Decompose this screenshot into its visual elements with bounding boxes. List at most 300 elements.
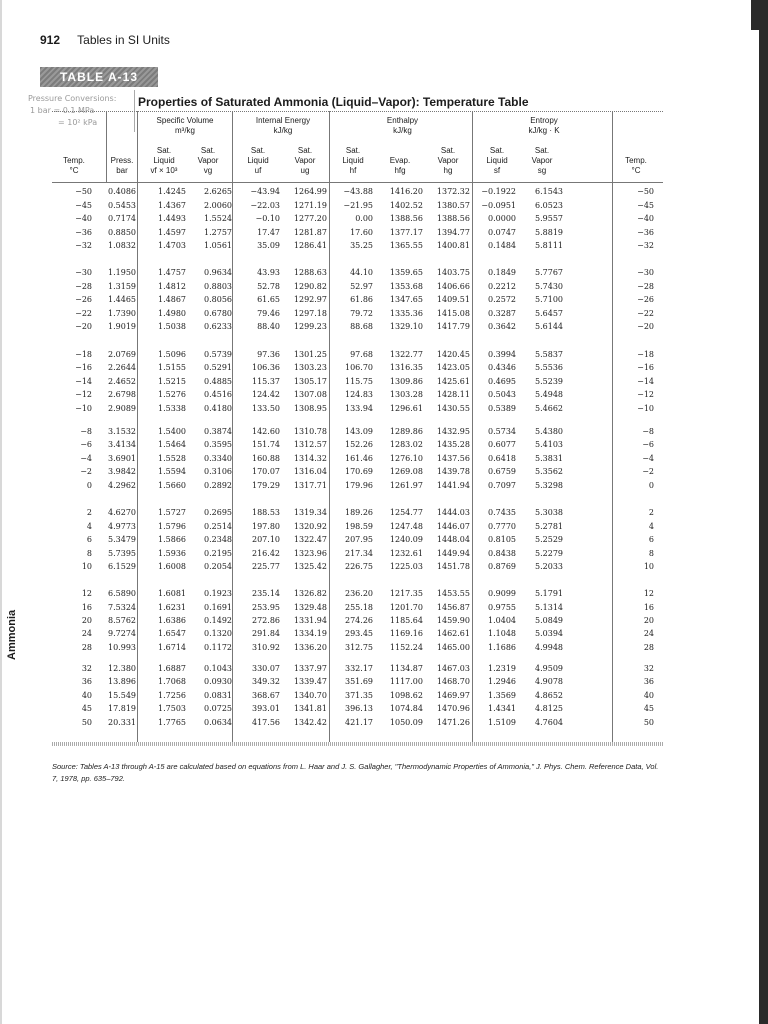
table-cell: 1303.23 — [293, 363, 327, 372]
table-cell: 5.8819 — [535, 228, 563, 237]
column-group-label: Internal Energy — [255, 116, 311, 125]
table-bottom-rule — [52, 742, 663, 746]
table-cell: 2.4652 — [108, 377, 136, 386]
table-cell: 330.07 — [252, 664, 280, 673]
column-header — [428, 146, 468, 176]
table-cell: 9.7274 — [108, 629, 136, 638]
table-cell: 143.09 — [345, 427, 373, 436]
column-header — [520, 146, 564, 176]
temperature-cell-right: 24 — [643, 629, 654, 638]
column-header-line: Liquid — [153, 156, 175, 165]
table-cell: 207.10 — [252, 535, 280, 544]
column-header-line: Vapor — [197, 156, 219, 165]
table-cell: 1.5796 — [158, 522, 186, 531]
temperature-cell: −50 — [75, 187, 92, 196]
column-header-line: Sat. — [250, 146, 266, 155]
table-cell: 1.4980 — [158, 309, 186, 318]
column-header-line: Sat. — [440, 146, 456, 155]
table-cell: 1296.61 — [389, 404, 423, 413]
table-cell: 1283.02 — [389, 440, 423, 449]
column-group-label: Enthalpy — [386, 116, 419, 125]
table-cell: 1.1048 — [488, 629, 516, 638]
pressure-conversion-stamp — [28, 93, 132, 139]
table-cell: 12.380 — [108, 664, 136, 673]
table-cell: 152.26 — [345, 440, 373, 449]
column-group-units: kJ/kg — [393, 126, 412, 135]
temperature-cell: 4 — [86, 522, 92, 531]
temperature-cell: 10 — [81, 562, 92, 571]
table-cell: 1.1950 — [108, 268, 136, 277]
column-header — [378, 156, 422, 176]
temperature-cell: −12 — [75, 390, 92, 399]
table-cell: 2.6265 — [204, 187, 232, 196]
table-cell: 5.1314 — [535, 603, 563, 612]
temperature-cell-right: 40 — [643, 691, 654, 700]
table-cell: 1337.97 — [293, 664, 327, 673]
table-cell: 1.2319 — [488, 664, 516, 673]
table-cell: 4.9078 — [535, 677, 563, 686]
table-cell: 1423.05 — [436, 363, 470, 372]
table-cell: 1.7256 — [158, 691, 186, 700]
table-cell: 1299.23 — [293, 322, 327, 331]
table-cell: 79.72 — [350, 309, 373, 318]
table-cell: 1416.20 — [389, 187, 423, 196]
column-header-line: Sat. — [156, 146, 172, 155]
table-cell: 1.6714 — [158, 643, 186, 652]
table-cell: 179.29 — [252, 481, 280, 490]
column-header-line: °C — [69, 166, 79, 175]
table-cell: −21.95 — [343, 201, 373, 210]
table-cell: 1320.92 — [293, 522, 327, 531]
table-cell: 0.3994 — [488, 350, 516, 359]
temperature-cell-right: −14 — [637, 377, 654, 386]
table-cell: 5.0849 — [535, 616, 563, 625]
table-cell: 3.1532 — [108, 427, 136, 436]
stamp-line: = 10² kPa — [58, 118, 98, 127]
table-cell: 368.67 — [252, 691, 280, 700]
table-cell: 0.2892 — [204, 481, 232, 490]
table-cell: 1469.97 — [436, 691, 470, 700]
table-cell: 0.0930 — [204, 677, 232, 686]
table-cell: 5.7430 — [535, 282, 563, 291]
column-header — [188, 146, 228, 176]
table-cell: 8.5762 — [108, 616, 136, 625]
table-cell: 5.6144 — [535, 322, 563, 331]
table-cell: 1.4341 — [488, 704, 516, 713]
table-cell: 1.5038 — [158, 322, 186, 331]
table-cell: 1409.51 — [436, 295, 470, 304]
table-cell: 115.75 — [345, 377, 373, 386]
table-cell: 1470.96 — [436, 704, 470, 713]
column-header — [108, 156, 136, 176]
table-cell: 1462.61 — [436, 629, 470, 638]
table-cell: 4.7604 — [535, 718, 563, 727]
table-cell: 0.9755 — [488, 603, 516, 612]
table-cell: 0.2212 — [488, 282, 516, 291]
temperature-cell-right: −30 — [637, 268, 654, 277]
enthalpy-group — [335, 116, 470, 136]
table-cell: 5.1791 — [535, 589, 563, 598]
table-cell: 1459.90 — [436, 616, 470, 625]
temperature-cell-right: −16 — [637, 363, 654, 372]
table-cell: 1448.04 — [436, 535, 470, 544]
header-bottom-rule — [52, 182, 663, 183]
table-cell: −0.1922 — [481, 187, 516, 196]
table-cell: 1340.70 — [293, 691, 327, 700]
table-cell: 0.8803 — [204, 282, 232, 291]
temperature-cell-right: −2 — [642, 467, 654, 476]
temperature-cell: 45 — [81, 704, 92, 713]
table-cell: 1432.95 — [436, 427, 470, 436]
table-cell: 1.4245 — [158, 187, 186, 196]
table-cell: 1269.08 — [389, 467, 423, 476]
table-cell: 1322.47 — [293, 535, 327, 544]
table-cell: 371.35 — [345, 691, 373, 700]
table-cell: 1297.18 — [293, 309, 327, 318]
temperature-cell-right: 20 — [643, 616, 654, 625]
table-cell: 1.7765 — [158, 718, 186, 727]
table-cell: 5.7767 — [535, 268, 563, 277]
table-cell: 17.60 — [350, 228, 373, 237]
table-cell: 170.07 — [252, 467, 280, 476]
table-cell: 0.8105 — [488, 535, 516, 544]
temperature-cell: −30 — [75, 268, 92, 277]
table-cell: 0.0634 — [204, 718, 232, 727]
temperature-cell-right: −20 — [637, 322, 654, 331]
table-cell: 1400.81 — [436, 241, 470, 250]
table-cell: 0.0000 — [488, 214, 516, 223]
table-cell: 97.36 — [257, 350, 280, 359]
temperature-cell-right: −10 — [637, 404, 654, 413]
table-cell: 1449.94 — [436, 549, 470, 558]
column-header-line: bar — [116, 166, 128, 175]
column-header-line: uf — [254, 166, 262, 175]
column-header-line: ug — [300, 166, 310, 175]
table-cell: 0.4695 — [488, 377, 516, 386]
column-header-line: hf — [349, 166, 357, 175]
table-cell: 1325.42 — [293, 562, 327, 571]
table-cell: 1.0561 — [204, 241, 232, 250]
table-cell: 4.8125 — [535, 704, 563, 713]
table-cell: 1.5155 — [158, 363, 186, 372]
column-header-line: Temp. — [625, 156, 647, 165]
table-cell: 133.94 — [345, 404, 373, 413]
table-cell: 1308.95 — [293, 404, 327, 413]
table-cell: 1323.96 — [293, 549, 327, 558]
table-cell: 1322.77 — [389, 350, 423, 359]
table-cell: 5.7100 — [535, 295, 563, 304]
table-cell: 97.68 — [350, 350, 373, 359]
column-group-units: kJ/kg · K — [528, 126, 560, 135]
temperature-cell: 16 — [81, 603, 92, 612]
temperature-cell-right: −22 — [637, 309, 654, 318]
table-cell: 1281.87 — [293, 228, 327, 237]
temperature-cell: 20 — [81, 616, 92, 625]
table-cell: 272.86 — [252, 616, 280, 625]
temperature-cell: −45 — [75, 201, 92, 210]
table-cell: 1.5096 — [158, 350, 186, 359]
table-cell: 1.5528 — [158, 454, 186, 463]
table-cell: 142.60 — [252, 427, 280, 436]
column-header — [476, 146, 518, 176]
temperature-cell-right: 16 — [643, 603, 654, 612]
table-cell: 1303.28 — [389, 390, 423, 399]
temperature-cell-right: 45 — [643, 704, 654, 713]
table-cell: 1353.68 — [389, 282, 423, 291]
table-cell: 5.3298 — [535, 481, 563, 490]
column-header-line: vg — [203, 166, 213, 175]
table-cell: 5.3831 — [535, 454, 563, 463]
table-cell: 0.5043 — [488, 390, 516, 399]
table-cell: 1342.42 — [293, 718, 327, 727]
table-cell: 1471.26 — [436, 718, 470, 727]
table-cell: 0.5734 — [488, 427, 516, 436]
table-cell: 17.47 — [257, 228, 280, 237]
table-cell: 0.6233 — [204, 322, 232, 331]
table-cell: 35.09 — [257, 241, 280, 250]
table-cell: 1.9019 — [108, 322, 136, 331]
stamp-line: 1 bar = 0.1 MPa — [30, 106, 95, 115]
table-cell: 1329.48 — [293, 603, 327, 612]
table-cell: 393.01 — [252, 704, 280, 713]
temperature-cell-right: −8 — [642, 427, 654, 436]
table-cell: 1425.61 — [436, 377, 470, 386]
table-cell: 0.7174 — [108, 214, 136, 223]
column-group-units: kJ/kg — [273, 126, 293, 135]
table-cell: 0.1492 — [204, 616, 232, 625]
temperature-cell: −14 — [75, 377, 92, 386]
column-group-label: Entropy — [530, 116, 558, 125]
table-cell: 1341.81 — [293, 704, 327, 713]
table-cell: 160.88 — [252, 454, 280, 463]
table-cell: 1134.87 — [389, 664, 423, 673]
table-cell: 1.6887 — [158, 664, 186, 673]
table-cell: 310.92 — [252, 643, 280, 652]
table-cell: −0.10 — [255, 214, 280, 223]
temperature-cell: 2 — [86, 508, 92, 517]
table-cell: 0.7770 — [488, 522, 516, 531]
column-header-line: sg — [537, 166, 547, 175]
table-cell: 0.4885 — [204, 377, 232, 386]
table-cell: 1415.08 — [436, 309, 470, 318]
table-cell: 1336.20 — [293, 643, 327, 652]
table-cell: 0.1691 — [204, 603, 232, 612]
table-cell: 0.0725 — [204, 704, 232, 713]
temperature-cell: 24 — [81, 629, 92, 638]
table-cell: 396.13 — [345, 704, 373, 713]
table-cell: 1240.09 — [389, 535, 423, 544]
table-cell: 1098.62 — [389, 691, 423, 700]
table-cell: 10.993 — [108, 643, 136, 652]
temperature-cell-right: 6 — [648, 535, 654, 544]
table-cell: 3.4134 — [108, 440, 136, 449]
temperature-cell-right: 4 — [648, 522, 654, 531]
table-cell: 0.8769 — [488, 562, 516, 571]
table-cell: 351.69 — [345, 677, 373, 686]
temperature-cell: −6 — [80, 440, 92, 449]
column-header-line: hg — [443, 166, 453, 175]
temperature-cell-right: 12 — [643, 589, 654, 598]
table-cell: 1.5524 — [204, 214, 232, 223]
table-cell: 0.2514 — [204, 522, 232, 531]
table-cell: 1.3569 — [488, 691, 516, 700]
column-header-line: Vapor — [437, 156, 459, 165]
table-cell: 0.4346 — [488, 363, 516, 372]
temperature-cell-right: −28 — [637, 282, 654, 291]
temperature-cell-right: −6 — [642, 440, 654, 449]
table-cell: 1232.61 — [389, 549, 423, 558]
temperature-cell-right: 8 — [648, 549, 654, 558]
table-cell: 1.7503 — [158, 704, 186, 713]
table-cell: 1217.35 — [389, 589, 423, 598]
table-cell: 1467.03 — [436, 664, 470, 673]
table-cell: 0.2348 — [204, 535, 232, 544]
column-header-line: Vapor — [531, 156, 553, 165]
table-cell: 1372.32 — [436, 187, 470, 196]
table-cell: 5.2529 — [535, 535, 563, 544]
table-cell: 44.10 — [350, 268, 373, 277]
table-cell: 1417.79 — [436, 322, 470, 331]
table-cell: 0.1849 — [488, 268, 516, 277]
table-cell: 0.5389 — [488, 404, 516, 413]
table-cell: 1.2946 — [488, 677, 516, 686]
temperature-cell-right: 0 — [648, 481, 654, 490]
table-cell: 5.6457 — [535, 309, 563, 318]
table-cell: 1428.11 — [436, 390, 470, 399]
table-cell: 1.1686 — [488, 643, 516, 652]
table-cell: 6.1543 — [535, 187, 563, 196]
table-cell: 1050.09 — [389, 718, 423, 727]
table-cell: 1.7390 — [108, 309, 136, 318]
page-left-edge — [0, 0, 2, 1024]
table-cell: 0.5291 — [204, 363, 232, 372]
table-cell: 52.97 — [350, 282, 373, 291]
table-cell: 1.7068 — [158, 677, 186, 686]
column-header-line: Liquid — [342, 156, 364, 165]
table-cell: 332.17 — [345, 664, 373, 673]
table-cell: 1406.66 — [436, 282, 470, 291]
table-cell: 1314.32 — [293, 454, 327, 463]
table-cell: 312.75 — [345, 643, 373, 652]
table-top-rule — [52, 111, 663, 112]
table-cell: 1403.75 — [436, 268, 470, 277]
table-cell: 225.77 — [252, 562, 280, 571]
table-cell: 1169.16 — [389, 629, 423, 638]
table-cell: 349.32 — [252, 677, 280, 686]
table-cell: 20.331 — [108, 718, 136, 727]
temperature-cell: −36 — [75, 228, 92, 237]
column-header — [332, 146, 374, 176]
column-header — [284, 146, 326, 176]
table-cell: 5.0394 — [535, 629, 563, 638]
temperature-cell: −8 — [80, 427, 92, 436]
table-cell: 235.14 — [252, 589, 280, 598]
table-cell: 0.6418 — [488, 454, 516, 463]
table-cell: 0.4086 — [108, 187, 136, 196]
divider-after-pressure — [137, 111, 138, 742]
table-cell: 0.2195 — [204, 549, 232, 558]
table-cell: 5.4103 — [535, 440, 563, 449]
table-cell: 1.4367 — [158, 201, 186, 210]
temperature-cell: 36 — [81, 677, 92, 686]
table-cell: 417.56 — [252, 718, 280, 727]
temperature-cell-right: 28 — [643, 643, 654, 652]
table-cell: 1377.17 — [389, 228, 423, 237]
table-cell: 1402.52 — [389, 201, 423, 210]
table-cell: 1254.77 — [389, 508, 423, 517]
table-cell: 1.4703 — [158, 241, 186, 250]
table-cell: 1.5660 — [158, 481, 186, 490]
column-header-line: hfg — [394, 166, 406, 175]
temperature-cell-right: −40 — [637, 214, 654, 223]
table-cell: 2.9089 — [108, 404, 136, 413]
table-cell: 1.5464 — [158, 440, 186, 449]
temperature-cell-right: 36 — [643, 677, 654, 686]
table-cell: 207.95 — [345, 535, 373, 544]
table-cell: 5.4948 — [535, 390, 563, 399]
temperature-cell-right: 2 — [648, 508, 654, 517]
column-header-line: °C — [631, 166, 641, 175]
table-cell: 1420.45 — [436, 350, 470, 359]
column-header-line: sf — [493, 166, 501, 175]
table-cell: 0.0747 — [488, 228, 516, 237]
table-cell: 115.37 — [252, 377, 280, 386]
table-cell: 133.50 — [252, 404, 280, 413]
temperature-cell: −10 — [75, 404, 92, 413]
table-cell: 1468.70 — [436, 677, 470, 686]
temperature-cell: 12 — [81, 589, 92, 598]
table-cell: 0.3595 — [204, 440, 232, 449]
temperature-cell-right: −18 — [637, 350, 654, 359]
table-cell: 0.6780 — [204, 309, 232, 318]
table-cell: 4.9948 — [535, 643, 563, 652]
table-cell: 4.9773 — [108, 522, 136, 531]
table-cell: 0.6077 — [488, 440, 516, 449]
table-cell: 6.0523 — [535, 201, 563, 210]
table-cell: 15.549 — [108, 691, 136, 700]
table-cell: 1.4465 — [108, 295, 136, 304]
temperature-cell: 0 — [86, 481, 92, 490]
table-cell: 293.45 — [345, 629, 373, 638]
table-cell: 88.40 — [257, 322, 280, 331]
table-cell: 236.20 — [345, 589, 373, 598]
temperature-cell: −16 — [75, 363, 92, 372]
table-cell: 0.3874 — [204, 427, 232, 436]
table-cell: 1310.78 — [293, 427, 327, 436]
table-cell: 106.70 — [345, 363, 373, 372]
table-cell: 5.3562 — [535, 467, 563, 476]
table-cell: 1437.56 — [436, 454, 470, 463]
table-cell: 52.78 — [257, 282, 280, 291]
table-cell: 274.26 — [345, 616, 373, 625]
table-cell: 1201.70 — [389, 603, 423, 612]
table-cell: 1.6547 — [158, 629, 186, 638]
table-cell: 1290.82 — [293, 282, 327, 291]
table-cell: 5.2279 — [535, 549, 563, 558]
table-cell: 4.9509 — [535, 664, 563, 673]
table-cell: 1312.57 — [293, 440, 327, 449]
table-cell: 1465.00 — [436, 643, 470, 652]
table-cell: 0.3340 — [204, 454, 232, 463]
table-cell: 6.5890 — [108, 589, 136, 598]
temperature-cell: −18 — [75, 350, 92, 359]
table-cell: 170.69 — [345, 467, 373, 476]
table-cell: 1.5215 — [158, 377, 186, 386]
table-cell: 5.5837 — [535, 350, 563, 359]
table-cell: 197.80 — [252, 522, 280, 531]
table-cell: 1.0832 — [108, 241, 136, 250]
table-cell: 1.4757 — [158, 268, 186, 277]
